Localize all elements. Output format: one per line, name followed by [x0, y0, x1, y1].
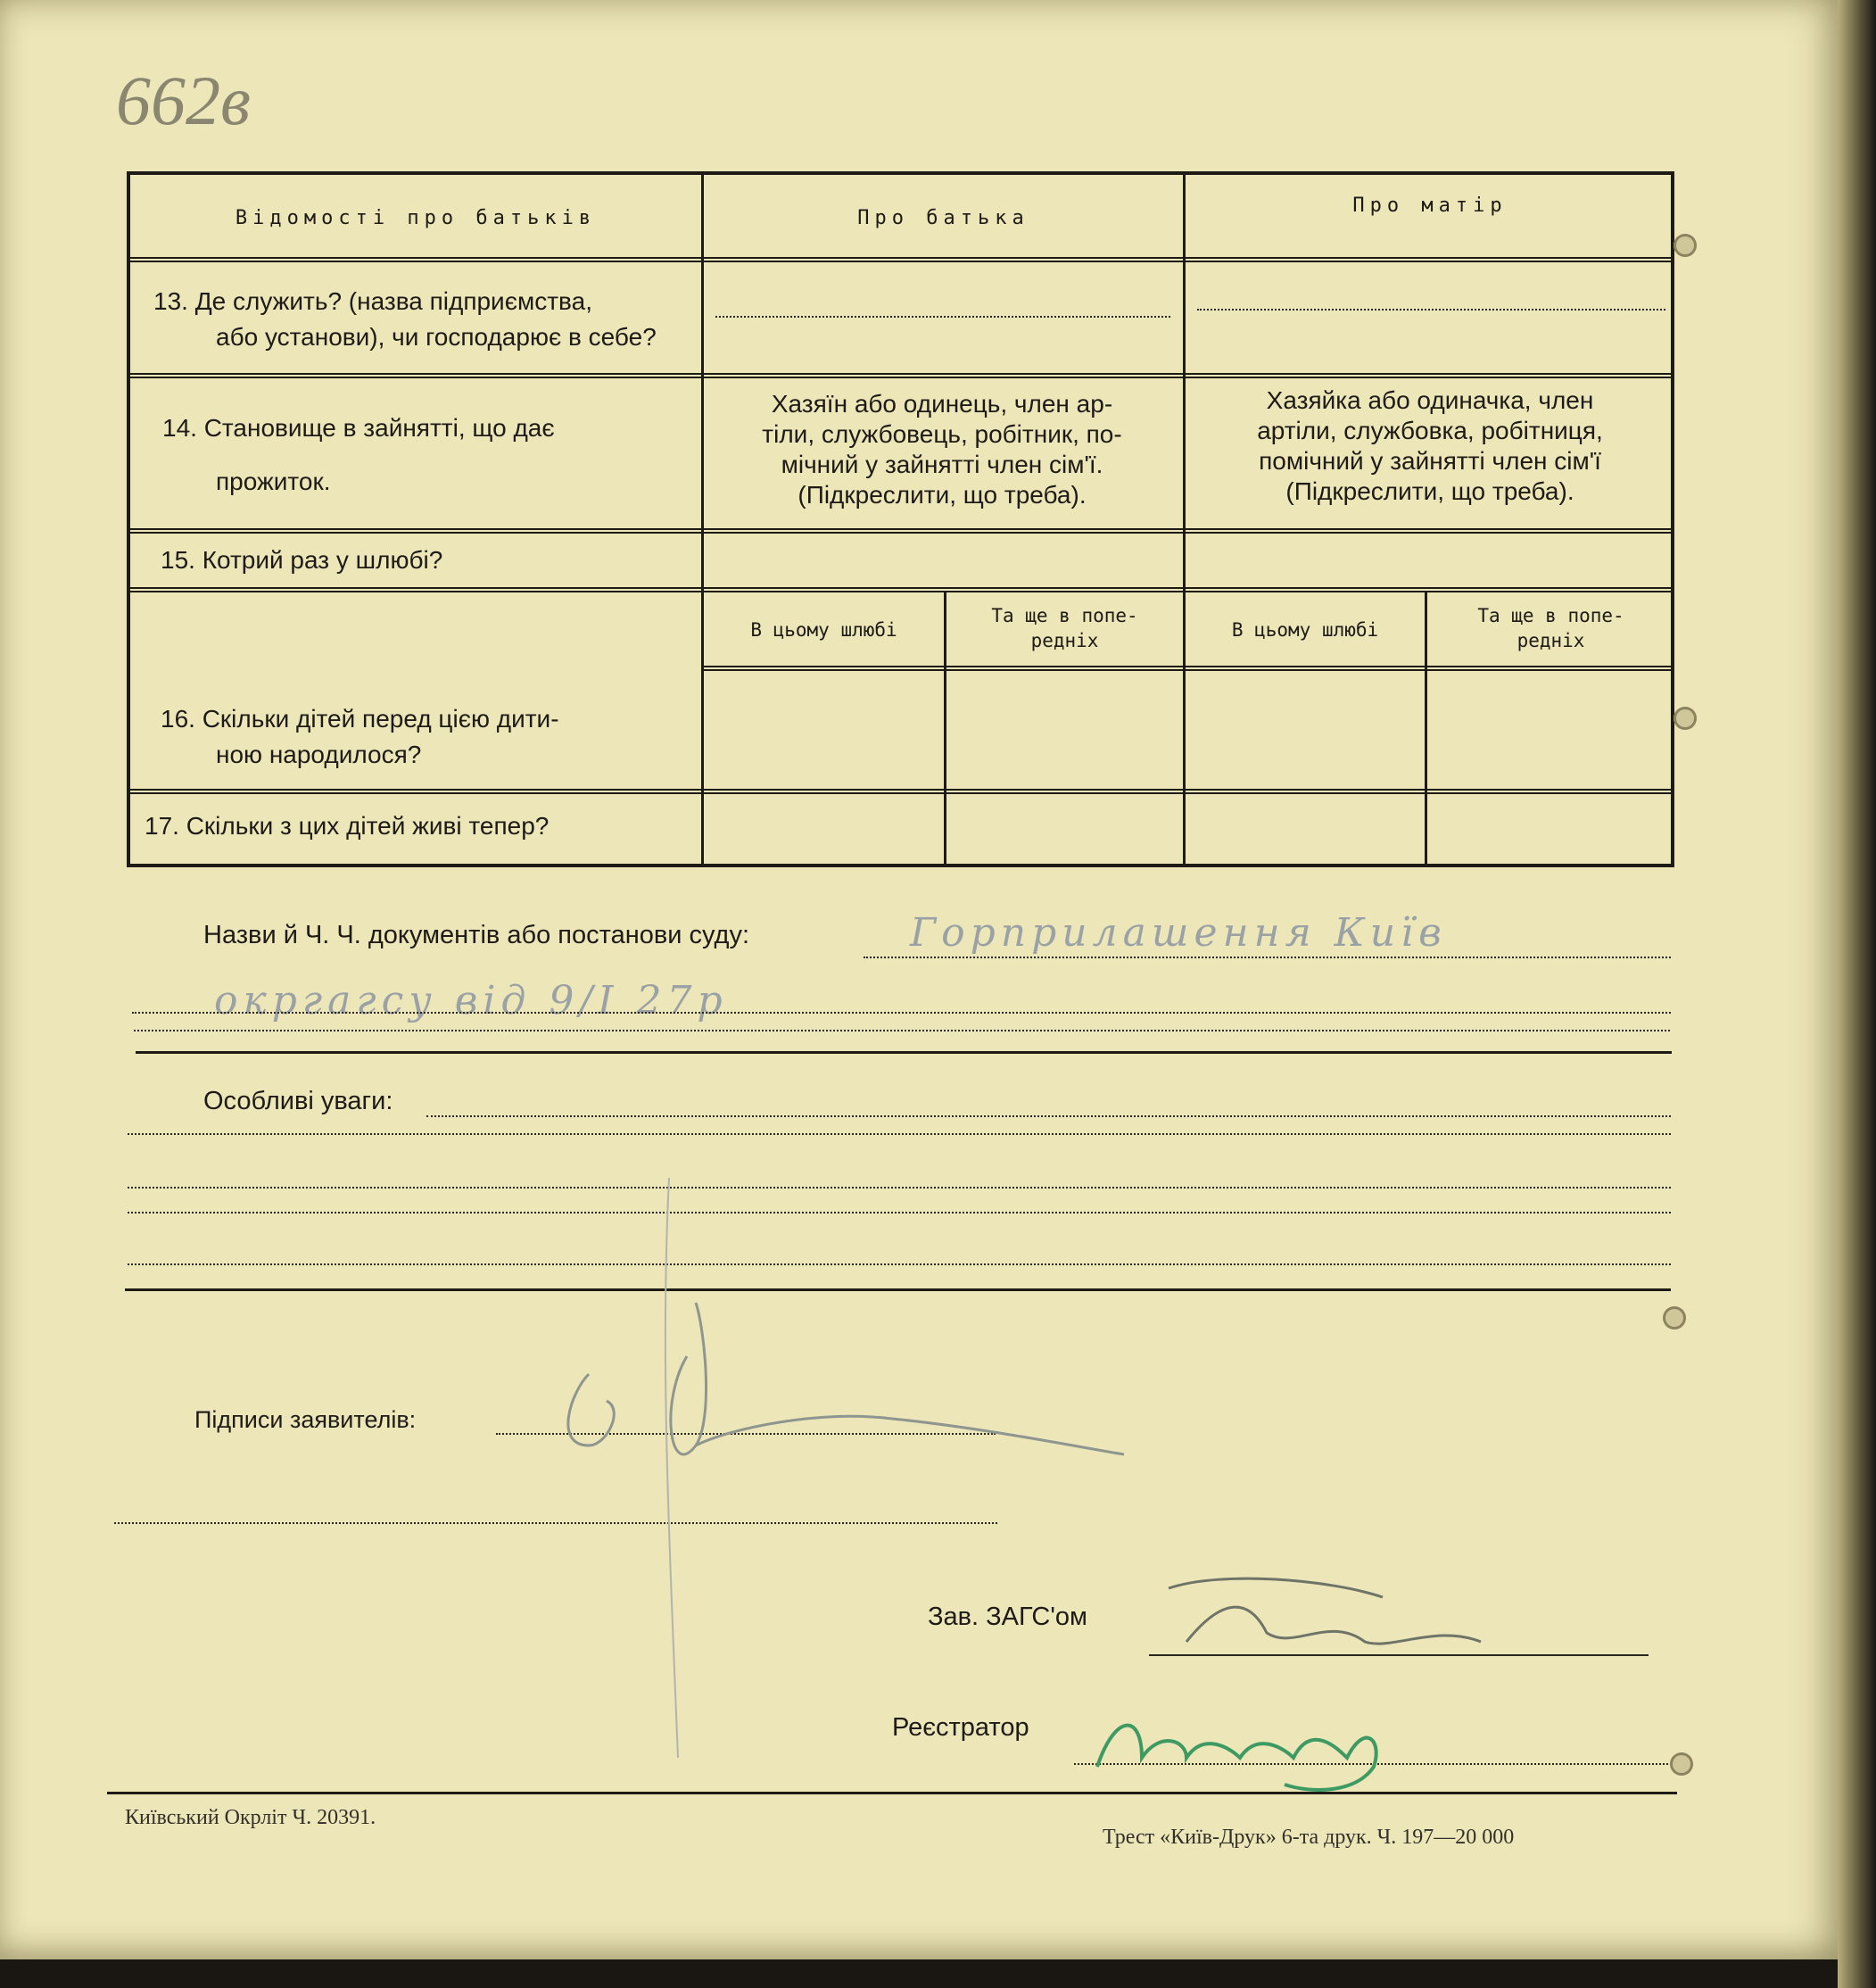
table-divider [130, 528, 1674, 534]
father-option-line: мічний у зайнятті член сім'ї. [781, 451, 1103, 478]
mother-option-line: артіли, службовка, робітниця, [1257, 417, 1603, 444]
archive-number: 662в [116, 62, 251, 139]
father-occupation-options [710, 389, 1174, 510]
handwritten-documents-2: окргагсу від 9/I 27р [214, 978, 728, 1023]
father-previous-marriages-header [946, 603, 1183, 653]
head-signature [1151, 1561, 1499, 1669]
mother-option-line: (Підкреслити, що треба). [1285, 477, 1574, 505]
footer-print-left: Київський Окрліт Ч. 20391. [125, 1806, 376, 1829]
registrar-signature [1079, 1695, 1418, 1802]
table-divider [130, 373, 1674, 378]
row13-label-line1: 13. Де служить? (назва підприємства, [153, 287, 592, 315]
row17-label: 17. Скільки з цих дітей живі тепер? [145, 812, 550, 840]
father-option-line: тіли, службовець, робітник, по- [762, 420, 1122, 448]
table-divider [701, 175, 704, 867]
page-edge [1838, 0, 1876, 1988]
fill-line [426, 1115, 1671, 1117]
table-divider [130, 257, 1674, 262]
row14-label-line1: 14. Становище в зайнятті, що дає [162, 414, 555, 442]
father-option-line: Хазяїн або одинець, член ар- [771, 390, 1113, 418]
mother-option-line: помічний у зайнятті член сім'ї [1259, 447, 1601, 475]
table-divider [130, 789, 1674, 794]
mother-this-marriage-header: В цьому шлюбі [1231, 619, 1379, 641]
fill-line [128, 1133, 1671, 1135]
footer-print-right: Трест «Київ-Друк» 6-та друк. Ч. 197—20 000 [1103, 1826, 1515, 1849]
binder-hole [1670, 1752, 1693, 1776]
binder-hole [1663, 1306, 1686, 1329]
binder-hole [1674, 707, 1697, 730]
remarks-label: Особливі уваги: [203, 1087, 393, 1115]
mother-previous-marriages-header [1427, 603, 1674, 653]
applicants-signatures-label: Підписи заявителів: [194, 1406, 417, 1433]
footer-divider [107, 1792, 1677, 1794]
fill-line [864, 957, 1671, 958]
registrar-label: Реєстратор [892, 1713, 1029, 1742]
row16-label-line1: 16. Скільки дітей перед цією дити- [161, 705, 559, 733]
sub-header-line: Та ще в попе- [1477, 605, 1624, 626]
row13-label-line2: або установи), чи господарює в себе? [216, 323, 657, 351]
sub-header-line: редніх [1517, 630, 1585, 651]
background-strip [0, 1959, 1838, 1988]
parents-info-table [127, 171, 1674, 867]
header-mother: Про матір [1352, 195, 1508, 217]
table-divider [701, 666, 1674, 671]
row16-label-line2: ною народилося? [216, 741, 422, 768]
handwritten-documents-1: Горприлашення Київ [910, 910, 1447, 956]
father-option-line: (Підкреслити, що треба). [798, 481, 1087, 509]
header-parents-info: Відомості про батьків [235, 207, 597, 229]
sub-header-line: Та ще в попе- [991, 605, 1138, 626]
header-father: Про батька [857, 207, 1029, 229]
documents-label: Назви й Ч. Ч. документів або постанови суду: [203, 921, 750, 949]
fill-line [715, 316, 1170, 318]
sub-header-line: редніх [1030, 630, 1099, 651]
mother-option-line: Хазяйка або одиначка, член [1266, 386, 1594, 414]
row15-label: 15. Котрий раз у шлюбі? [161, 546, 443, 574]
applicant-signature [535, 1178, 1320, 1767]
table-divider [1183, 175, 1186, 867]
fill-line [134, 1030, 1670, 1031]
section-divider [136, 1051, 1672, 1054]
fill-line [132, 1012, 1671, 1014]
binder-hole [1674, 234, 1697, 257]
fill-line [1197, 309, 1665, 311]
father-this-marriage-header: В цьому шлюбі [750, 619, 897, 641]
row14-label-line2: прожиток. [216, 468, 331, 495]
table-divider [130, 587, 1674, 592]
mother-occupation-options [1194, 385, 1666, 507]
head-zags-label: Зав. ЗАГС'ом [928, 1603, 1087, 1631]
